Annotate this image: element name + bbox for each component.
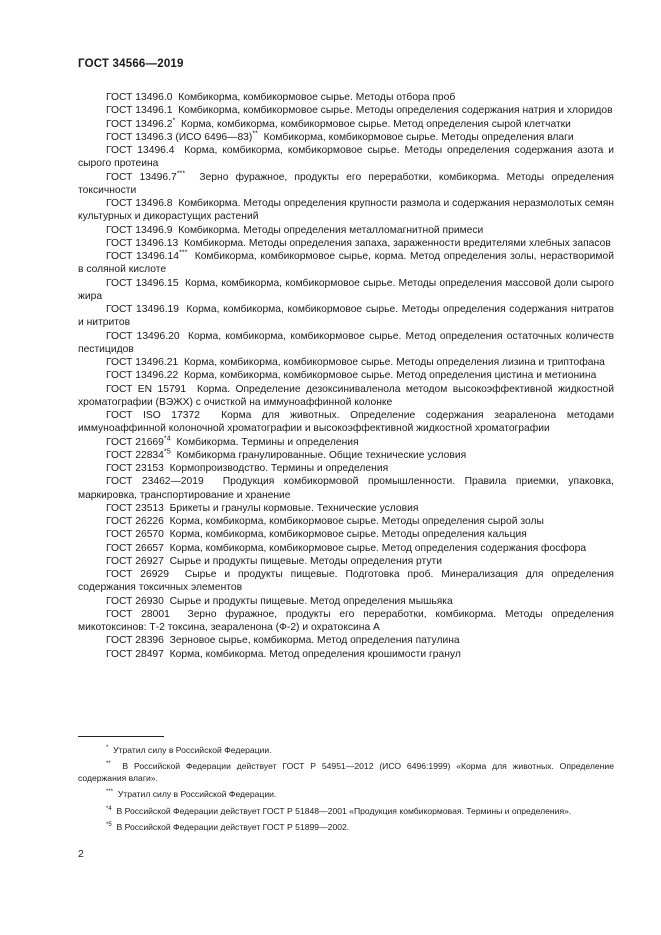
reference-item <box>78 277 614 304</box>
reference-code: ГОСТ 26927 <box>106 555 164 567</box>
reference-item <box>78 356 614 369</box>
footnote-item <box>78 822 614 833</box>
reference-code: ГОСТ 13496.22 <box>106 370 179 382</box>
reference-code: ГОСТ 13496.2 <box>106 118 173 130</box>
reference-item <box>78 168 614 198</box>
reference-title: Корма, комбикорма, комбикормовое сырье. Методы определения содержания азота и сырого протеина <box>78 145 614 170</box>
reference-title: Зерно фуражное, продукты его переработки, комбикорма. Методы определения токсичности <box>78 171 614 196</box>
reference-code: ГОСТ 28001 <box>106 608 170 620</box>
reference-item <box>78 502 614 515</box>
reference-title: Комбикорма, комбикормовое сырье. Методы определения содержания натрия и хлоридов <box>178 105 613 117</box>
footnote-text: В Российской Федерации действует ГОСТ Р 51899—2002. <box>116 822 350 833</box>
normative-references-list <box>78 91 614 661</box>
reference-item <box>78 247 614 277</box>
reference-code: ГОСТ 13496.4 <box>106 145 175 156</box>
reference-code: ГОСТ 13496.20 <box>106 330 180 342</box>
page-number: 2 <box>78 848 84 860</box>
reference-title: Комбикорма, комбикормовое сырье. Методы отбора проб <box>178 92 456 103</box>
reference-item <box>78 446 614 462</box>
reference-title: Сырье и продукты пищевые. Подготовка проб. Минерализация для определения содержания токсичных элементов <box>78 569 614 594</box>
footnote-item <box>78 745 614 756</box>
reference-code: ГОСТ 13496.14 <box>106 251 179 262</box>
reference-code: ГОСТ 28497 <box>106 648 164 660</box>
footnote-item <box>78 761 614 784</box>
reference-item <box>78 237 614 250</box>
footnotes-list <box>78 745 614 838</box>
reference-title: Корма, комбикорма, комбикормовое сырье. Метод определения остаточных количеств пестицидов <box>78 330 614 355</box>
footnote-text: В Российской Федерации действует ГОСТ Р 51848—2001 «Продукция комбикормовая. Термины и определения». <box>116 805 572 816</box>
reference-item <box>78 542 614 555</box>
reference-item <box>78 197 614 224</box>
reference-title: Корма, комбикорма, комбикормовое сырье. Методы определения кальция <box>169 529 527 541</box>
reference-code: ГОСТ 23153 <box>106 463 164 474</box>
reference-item <box>78 128 614 144</box>
reference-code: ГОСТ 23462—2019 <box>106 476 204 488</box>
reference-title: Корма, комбикорма, комбикормовое сырье. Метод определения цистина и метионина <box>183 370 597 382</box>
reference-item <box>78 462 614 475</box>
reference-code: ГОСТ 13496.0 <box>106 92 173 103</box>
reference-footnote-mark: *** <box>176 168 186 178</box>
reference-title: Корма, комбикорма, комбикормовое сырье. Метод определения сырой клетчатки <box>181 118 571 130</box>
reference-code: ГОСТ 13496.13 <box>106 237 179 249</box>
reference-item <box>78 515 614 528</box>
reference-footnote-mark: * <box>172 115 176 125</box>
reference-code: ГОСТ 13496.19 <box>106 304 180 315</box>
reference-footnote-mark: *5 <box>163 446 171 456</box>
reference-title: Комбикорма. Методы определения запаха, зараженности вредителями хлебных запасов <box>183 237 611 249</box>
reference-item <box>78 433 614 449</box>
reference-title: Корма, комбикорма, комбикормовое сырье. Методы определения содержания нитратов и нитритов <box>78 304 615 329</box>
footnote-item <box>78 806 614 817</box>
reference-code: ГОСТ 26570 <box>106 529 164 541</box>
reference-item <box>78 475 614 502</box>
reference-title: Комбикорма гранулированные. Общие технические условия <box>176 449 467 461</box>
reference-title: Корма, комбикорма, комбикормовое сырье. Метод определения содержания фосфора <box>169 542 587 554</box>
reference-title: Корма, комбикорма. Метод определения крошимости гранул <box>169 648 461 660</box>
document-header: ГОСТ 34566—2019 <box>78 58 184 70</box>
reference-item <box>78 528 614 541</box>
reference-title: Корма, комбикорма, комбикормовое сырье. Методы определения лизина и триптофана <box>183 357 605 368</box>
reference-item <box>78 224 614 237</box>
footnote-mark: *4 <box>106 805 112 812</box>
reference-code: ГОСТ 23513 <box>106 502 164 514</box>
footnote-mark: ** <box>106 761 111 768</box>
reference-title: Комбикорма, комбикормовое сырье, корма. Метод определения золы, нерастворимой в соляной кислоте <box>78 251 614 276</box>
reference-item <box>78 383 614 410</box>
reference-footnote-mark: ** <box>252 128 258 138</box>
footnote-mark: *** <box>106 789 114 796</box>
reference-code: ГОСТ 26226 <box>106 516 164 527</box>
reference-title: Зерно фуражное, продукты его переработки, комбикорма. Методы определения микотоксинов: Т-2 токсина, зеараленона (Ф-2) и охратоксина А <box>78 608 615 633</box>
reference-code: ГОСТ 26930 <box>106 595 164 607</box>
reference-code: ГОСТ ISO 17372 <box>106 410 200 421</box>
reference-title: Корма, комбикорма, комбикормовое сырье. Методы определения массовой доли сырого жира <box>78 277 614 302</box>
reference-item <box>78 144 614 171</box>
reference-item <box>78 115 614 131</box>
reference-title: Кормопроизводство. Термины и определения <box>169 463 389 474</box>
reference-title: Сырье и продукты пищевые. Методы определения ртути <box>169 555 442 567</box>
footnote-mark: *5 <box>106 822 112 829</box>
reference-item <box>78 595 614 608</box>
reference-title: Комбикорма. Термины и определения <box>176 436 359 448</box>
reference-item <box>78 369 614 382</box>
footnote-separator <box>78 736 164 737</box>
reference-code: ГОСТ 13496.7 <box>106 171 177 183</box>
reference-item <box>78 648 614 661</box>
reference-item <box>78 409 614 436</box>
reference-item <box>78 608 614 635</box>
footnote-text: В Российской Федерации действует ГОСТ Р 54951—2012 (ИСО 6496:1999) «Корма для животных. Определение содержания влаги». <box>78 761 614 783</box>
reference-title: Комбикорма. Методы определения металломагнитной примеси <box>178 224 484 236</box>
reference-item <box>78 555 614 568</box>
reference-item <box>78 568 614 595</box>
reference-code: ГОСТ 13496.3 (ИСО 6496—83) <box>106 131 253 143</box>
footnote-text: Утратил силу в Российской Федерации. <box>113 745 272 755</box>
footnote-text: Утратил силу в Российской Федерации. <box>117 789 277 800</box>
reference-title: Комбикорма, комбикормовое сырье. Методы определения влаги <box>263 131 574 143</box>
reference-item <box>78 330 614 357</box>
reference-code: ГОСТ 28396 <box>106 635 164 647</box>
reference-code: ГОСТ 21669 <box>106 436 164 448</box>
reference-title: Корма. Определение дезоксиниваленола методом высокоэффективной жидкостной хроматографии (ВЭЖХ) с очисткой на иммуноаффинной колонке <box>78 383 614 408</box>
reference-title: Продукция комбикормовой промышленности. Правила приемки, упаковка, маркировка, транспортирование и хранение <box>78 476 614 501</box>
reference-title: Брикеты и гранулы кормовые. Технические условия <box>169 502 419 514</box>
footnote-mark: * <box>106 745 109 752</box>
reference-code: ГОСТ 13496.8 <box>106 198 173 209</box>
footnote-item <box>78 789 614 800</box>
reference-item <box>78 303 614 330</box>
reference-code: ГОСТ 13496.1 <box>106 105 173 117</box>
reference-title: Зерновое сырье, комбикорма. Метод определения патулина <box>169 635 460 647</box>
reference-code: ГОСТ 13496.9 <box>106 224 173 236</box>
reference-code: ГОСТ 22834 <box>106 449 164 461</box>
reference-title: Корма для животных. Определение содержания зеараленона методами иммуноаффинной колоночной хроматографии и высокоэффективной жидкостной хроматографии <box>78 410 615 435</box>
reference-item <box>78 104 614 117</box>
reference-footnote-mark: *** <box>178 247 188 257</box>
reference-code: ГОСТ EN 15791 <box>106 383 187 395</box>
reference-footnote-mark: *4 <box>163 433 171 443</box>
reference-title: Комбикорма. Методы определения крупности размола и содержания неразмолотых семян культурных и дикорастущих растений <box>78 198 614 223</box>
reference-code: ГОСТ 26657 <box>106 542 164 554</box>
reference-title: Корма, комбикорма, комбикормовое сырье. Методы определения сырой золы <box>169 516 544 527</box>
reference-code: ГОСТ 13496.15 <box>106 277 179 289</box>
reference-item <box>78 91 614 104</box>
reference-code: ГОСТ 13496.21 <box>106 357 179 368</box>
reference-title: Сырье и продукты пищевые. Метод определения мышьяка <box>169 595 453 607</box>
reference-code: ГОСТ 26929 <box>106 569 169 580</box>
reference-item <box>78 634 614 647</box>
